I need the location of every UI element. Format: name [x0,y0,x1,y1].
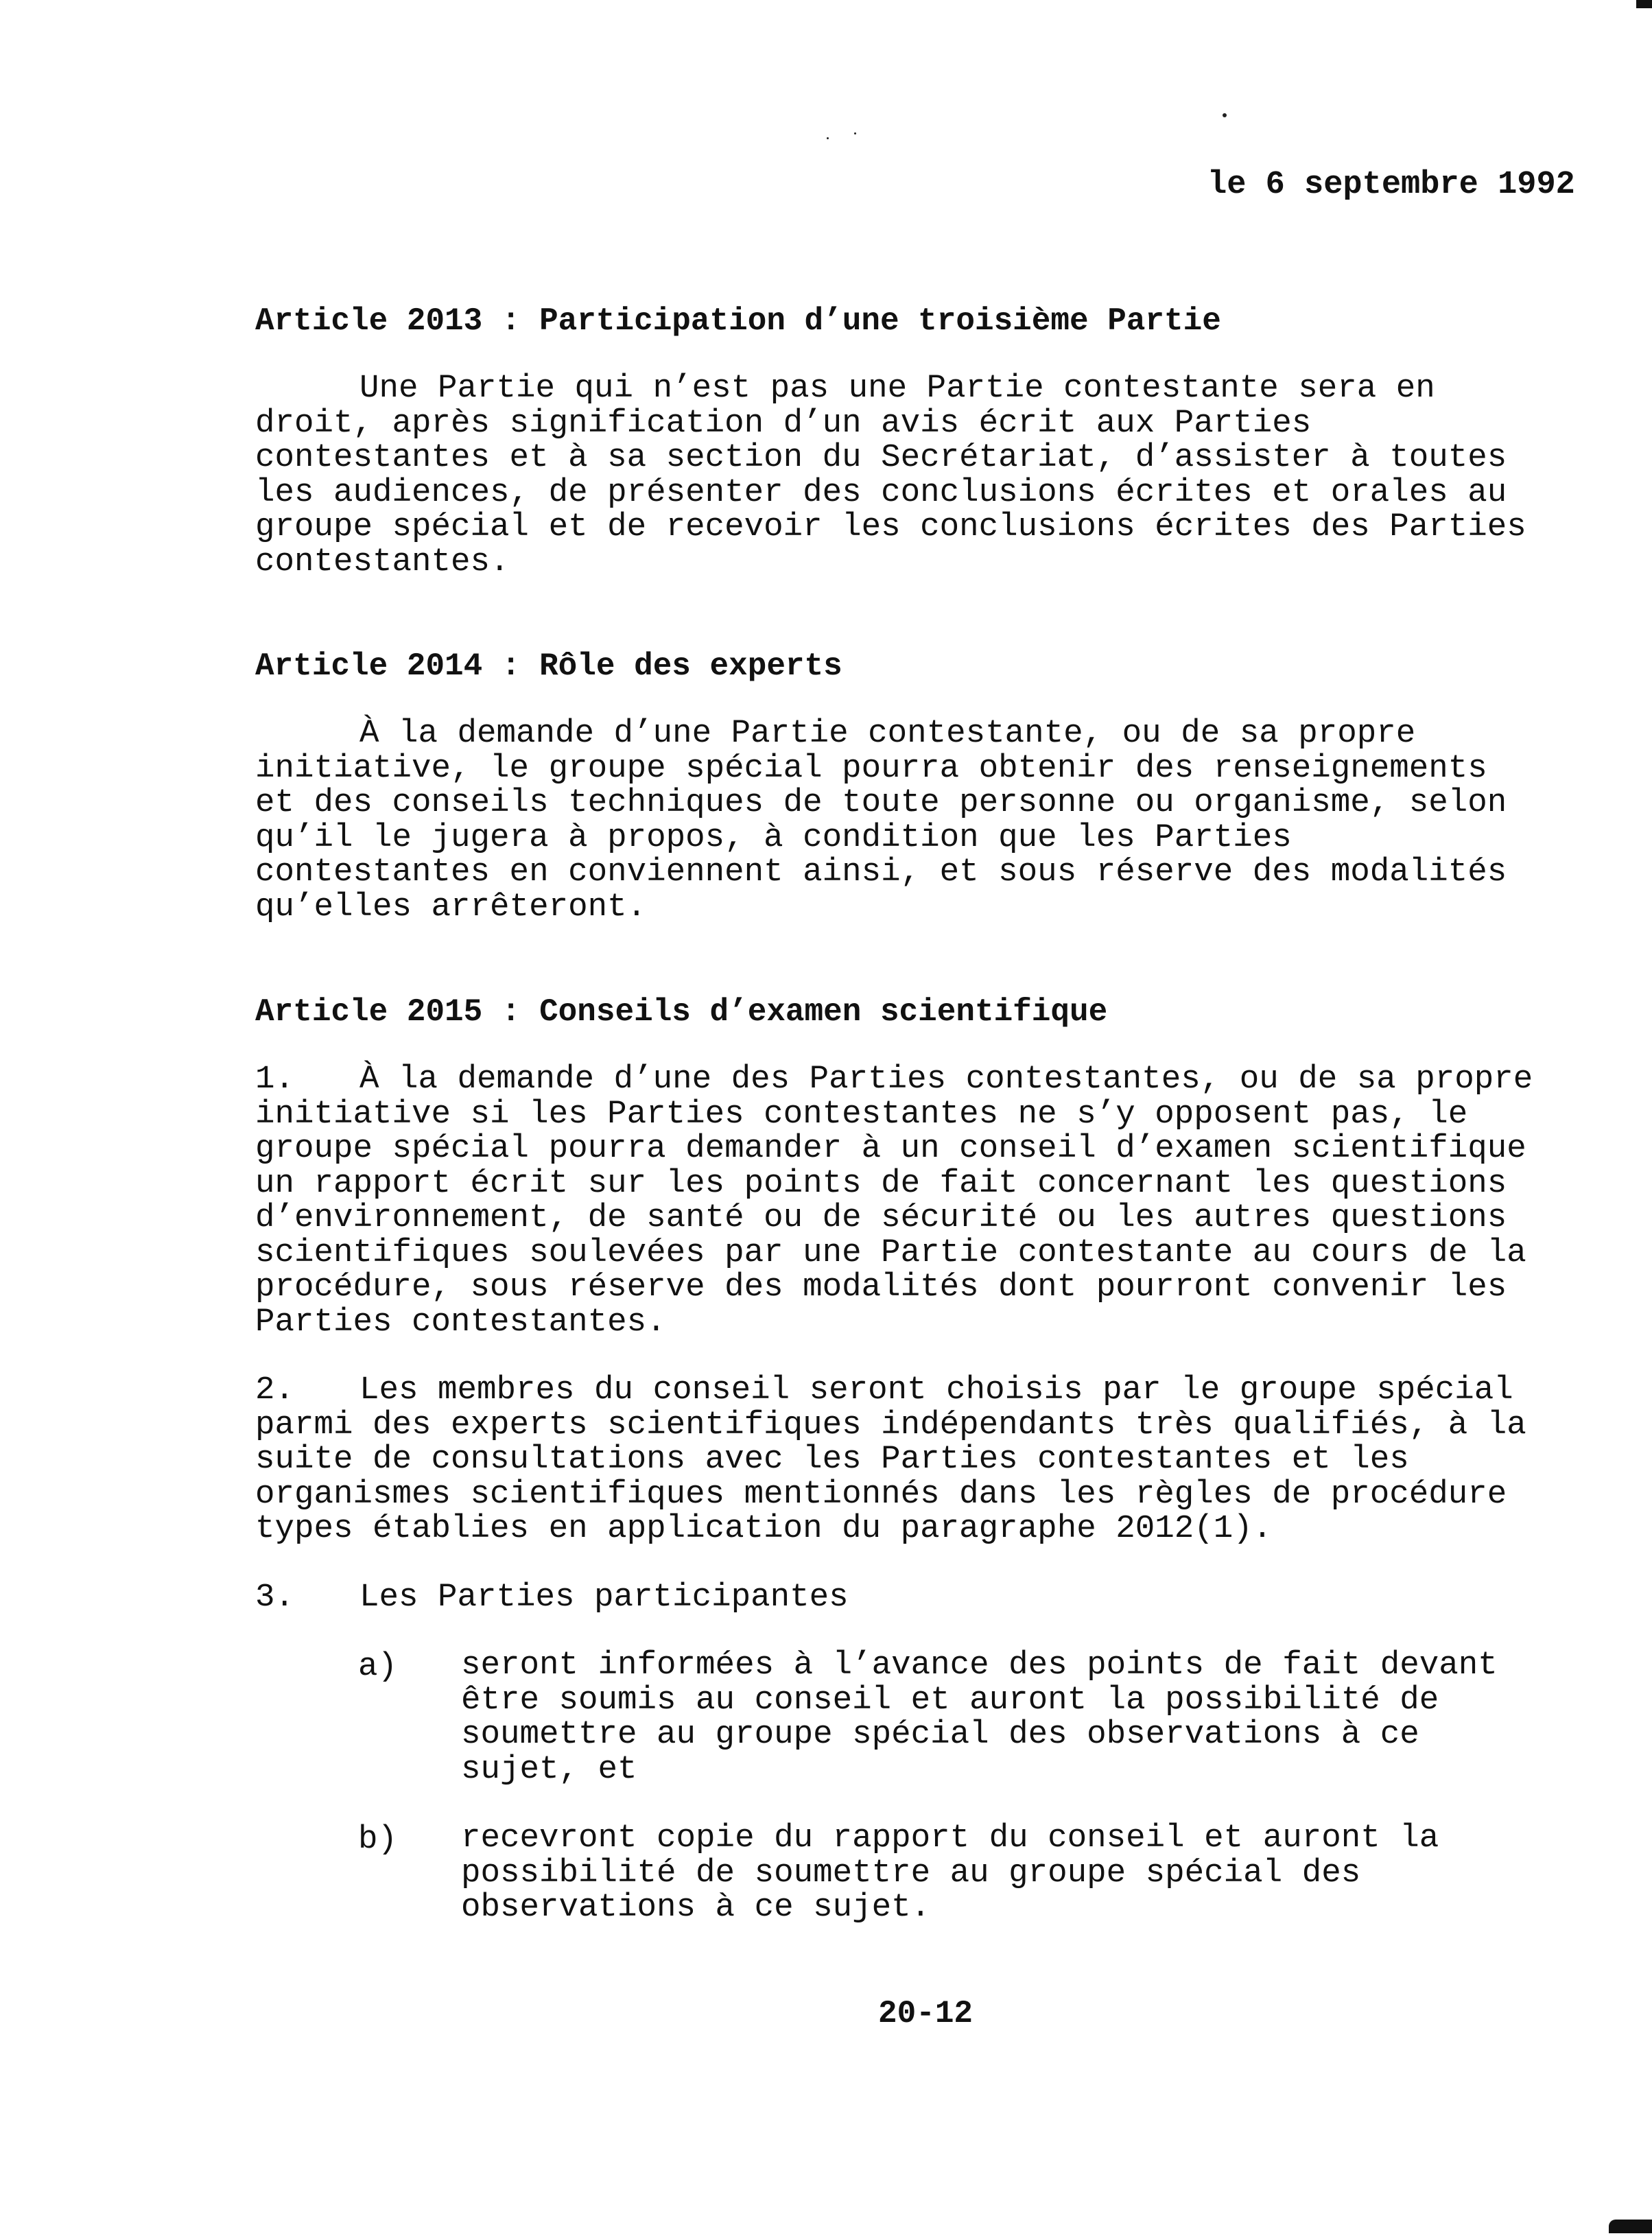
paragraph-line: organismes scientifiques mentionnés dans les règles de procédure [255,1475,1507,1513]
article-2015-paragraph-3 [255,1580,1614,1615]
paragraph-line: procédure, sous réserve des modalités dont pourront convenir les [255,1269,1507,1306]
article-2015-paragraph-1 [255,1062,1614,1339]
paragraph-line: contestantes en conviennent ainsi, et sous réserve des modalités [255,854,1507,891]
paragraph-line: À la demande d’une des Parties contestantes, ou de sa propre [359,1061,1533,1098]
paragraph-line: un rapport écrit sur les points de fait concernant les questions [255,1164,1507,1202]
paragraph-line: et des conseils techniques de toute personne ou organisme, selon [255,784,1507,821]
paragraph-number: 3. [255,1579,295,1616]
item-line: observations à ce sujet. [461,1889,931,1926]
paragraph-line: suite de consultations avec les Parties contestantes et les [255,1441,1409,1478]
item-a-label: a) [358,1648,398,1685]
paragraph-line: parmi des experts scientifiques indépendants très qualifiés, à la [255,1406,1526,1444]
item-line: possibilité de soumettre au groupe spécial des [461,1854,1361,1892]
item-b-label: b) [358,1821,398,1858]
paragraph-line: initiative, le groupe spécial pourra obtenir des renseignements [255,749,1487,787]
page-number: 20-12 [878,1996,974,2032]
item-line: sujet, et [461,1750,637,1788]
paragraph-line: d’environnement, de santé ou de sécurité ou les autres questions [255,1199,1507,1236]
scan-speck [1223,113,1227,117]
article-2014-heading: Article 2014 : Rôle des experts [255,648,842,684]
paragraph-number: 2. [255,1372,295,1409]
paragraph-line: groupe spécial pourra demander à un conseil d’examen scientifique [255,1130,1526,1167]
article-2015-paragraph-2 [255,1373,1614,1546]
item-a-text [461,1648,1498,1787]
item-line: seront informées à l’avance des points de fait devant [461,1647,1498,1684]
paragraph-line: Les Parties participantes [359,1579,849,1616]
paragraph-line: types établies en application du paragraphe 2012(1). [255,1510,1273,1547]
paragraph-line: groupe spécial et de recevoir les conclusions écrites des Parties [255,508,1526,545]
paragraph-line: droit, après signification d’un avis écrit aux Parties [255,404,1312,442]
article-2013-paragraph [255,371,1614,579]
paragraph-line: contestantes. [255,543,510,580]
paragraph-line: scientifiques soulevées par une Partie contestante au cours de la [255,1234,1526,1271]
document-date: le 6 septembre 1992 [1207,167,1575,203]
item-line: être soumis au conseil et auront la possibilité de [461,1681,1439,1719]
scan-speck [854,132,856,134]
article-2015-heading: Article 2015 : Conseils d’examen scientifique [255,994,1108,1030]
paragraph-line: initiative si les Parties contestantes ne s’y opposent pas, le [255,1095,1468,1133]
item-line: soumettre au groupe spécial des observations à ce [461,1716,1419,1753]
item-b-text [461,1821,1439,1925]
paragraph-line: Les membres du conseil seront choisis par le groupe spécial [359,1372,1513,1409]
article-2014-paragraph [255,716,1614,924]
scan-speck [827,137,829,139]
paragraph-line: À la demande d’une Partie contestante, ou de sa propre [359,715,1416,752]
scan-edge-mark [1636,0,1652,8]
paragraph-line: les audiences, de présenter des conclusions écrites et orales au [255,473,1507,511]
paragraph-line: qu’elles arrêteront. [255,888,647,926]
scan-edge-mark [1609,2220,1652,2233]
article-2013-heading: Article 2013 : Participation d’une troisième Partie [255,303,1221,339]
item-line: recevront copie du rapport du conseil et auront la [461,1820,1439,1857]
paragraph-line: qu’il le jugera à propos, à condition que les Parties [255,819,1292,856]
paragraph-line: Parties contestantes. [255,1303,666,1341]
paragraph-line: Une Partie qui n’est pas une Partie contestante sera en [359,370,1435,407]
paragraph-line: contestantes et à sa section du Secrétariat, d’assister à toutes [255,439,1507,476]
paragraph-number: 1. [255,1061,295,1098]
